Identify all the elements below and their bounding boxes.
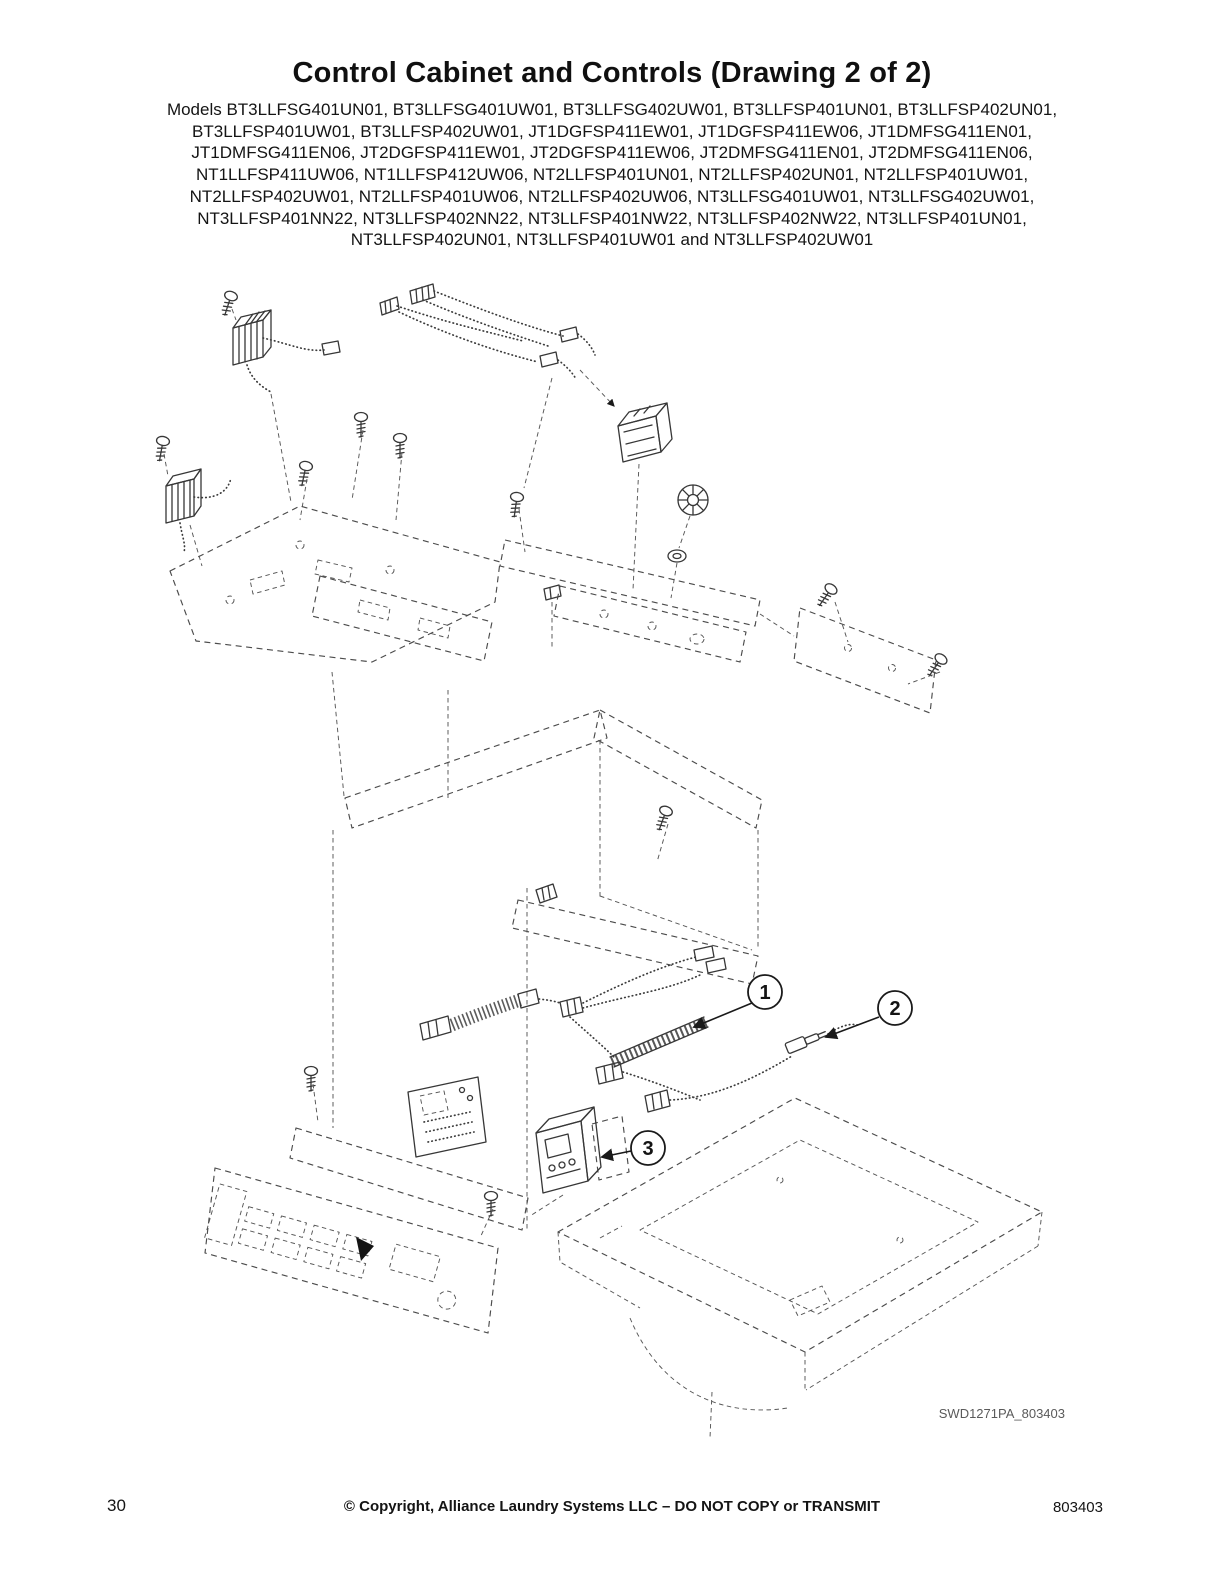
drawing-id: SWD1271PA_803403 [938, 1406, 1065, 1421]
screw-icon [924, 652, 949, 680]
screw-icon [355, 413, 368, 438]
top-trim-bar [500, 540, 794, 662]
model-list-line: BT3LLFSP401UW01, BT3LLFSP402UW01, JT1DGFSP411EW01, JT1DGFSP411EW06, JT1DMFSG411EN01, [192, 121, 1032, 141]
wire-harness-top [380, 284, 614, 488]
control-board [408, 1077, 486, 1157]
screw-icon [219, 290, 239, 317]
callout-1-label: 1 [759, 982, 771, 1004]
page-number: 30 [107, 1496, 126, 1515]
page-title: Control Cabinet and Controls (Drawing 2 of 2) [292, 57, 932, 89]
model-list-line: Models BT3LLFSG401UN01, BT3LLFSG401UW01, BT3LLFSG402UW01, BT3LLFSP401UN01, BT3LLFSP402UN01, [166, 100, 1058, 119]
console-panel [204, 1168, 498, 1333]
model-list-line: NT3LLFSP402UN01, NT3LLFSP401UW01 and NT3LLFSP402UW01 [350, 230, 874, 250]
screw-icon [153, 435, 170, 461]
grommet-clip [668, 485, 708, 598]
console-keypad [204, 1184, 469, 1311]
callout-1-arrow [694, 1003, 752, 1027]
model-list-line: NT3LLFSP401NN22, NT3LLFSP402NN22, NT3LLFSP401NW22, NT3LLFSP402NW22, NT3LLFSP401UN01, [197, 208, 1027, 228]
screw-fasteners [153, 290, 949, 1238]
screw-icon [814, 582, 839, 610]
copyright-line: © Copyright, Alliance Laundry Systems LLC – DO NOT COPY or TRANSMIT [343, 1498, 881, 1515]
power-lead [596, 1024, 860, 1112]
model-list-line: JT1DMFSG411EN06, JT2DGFSP411EW01, JT2DGFSP411EW06, JT2DMFSG411EN01, JT2DMFSG411EN06, [191, 143, 1033, 163]
wiring-harness-main [420, 946, 726, 1067]
screw-icon [305, 1067, 318, 1092]
screw-icon [394, 434, 407, 459]
screw-icon [653, 805, 674, 832]
screw-icon [508, 492, 524, 518]
screw-icon [295, 460, 313, 487]
doc-number: 803403 [1052, 1499, 1103, 1516]
panel-arrow-mark [356, 1237, 374, 1261]
side-bracket-right [794, 608, 936, 713]
relay-contactor [618, 403, 672, 590]
model-list-line: NT2LLFSP402UW01, NT2LLFSP401UW06, NT2LLFSP402UW06, NT3LLFSG401UW01, NT3LLFSG402UW01, [189, 186, 1035, 206]
callout-3-label: 3 [642, 1138, 654, 1160]
transformer-top [233, 310, 340, 502]
callout-3-arrow [602, 1151, 631, 1157]
callout-2-label: 2 [889, 998, 901, 1020]
model-list-line: NT1LLFSP411UW06, NT1LLFSP412UW06, NT2LLFSP401UN01, NT2LLFSP402UN01, NT2LLFSP401UW01, [195, 165, 1029, 185]
cabinet-frame [290, 710, 762, 1232]
callout-2-arrow [826, 1017, 879, 1037]
mounting-plate [170, 506, 500, 798]
callouts [602, 975, 912, 1165]
page-footer [0, 1498, 1224, 1528]
transformer-left [166, 469, 231, 566]
